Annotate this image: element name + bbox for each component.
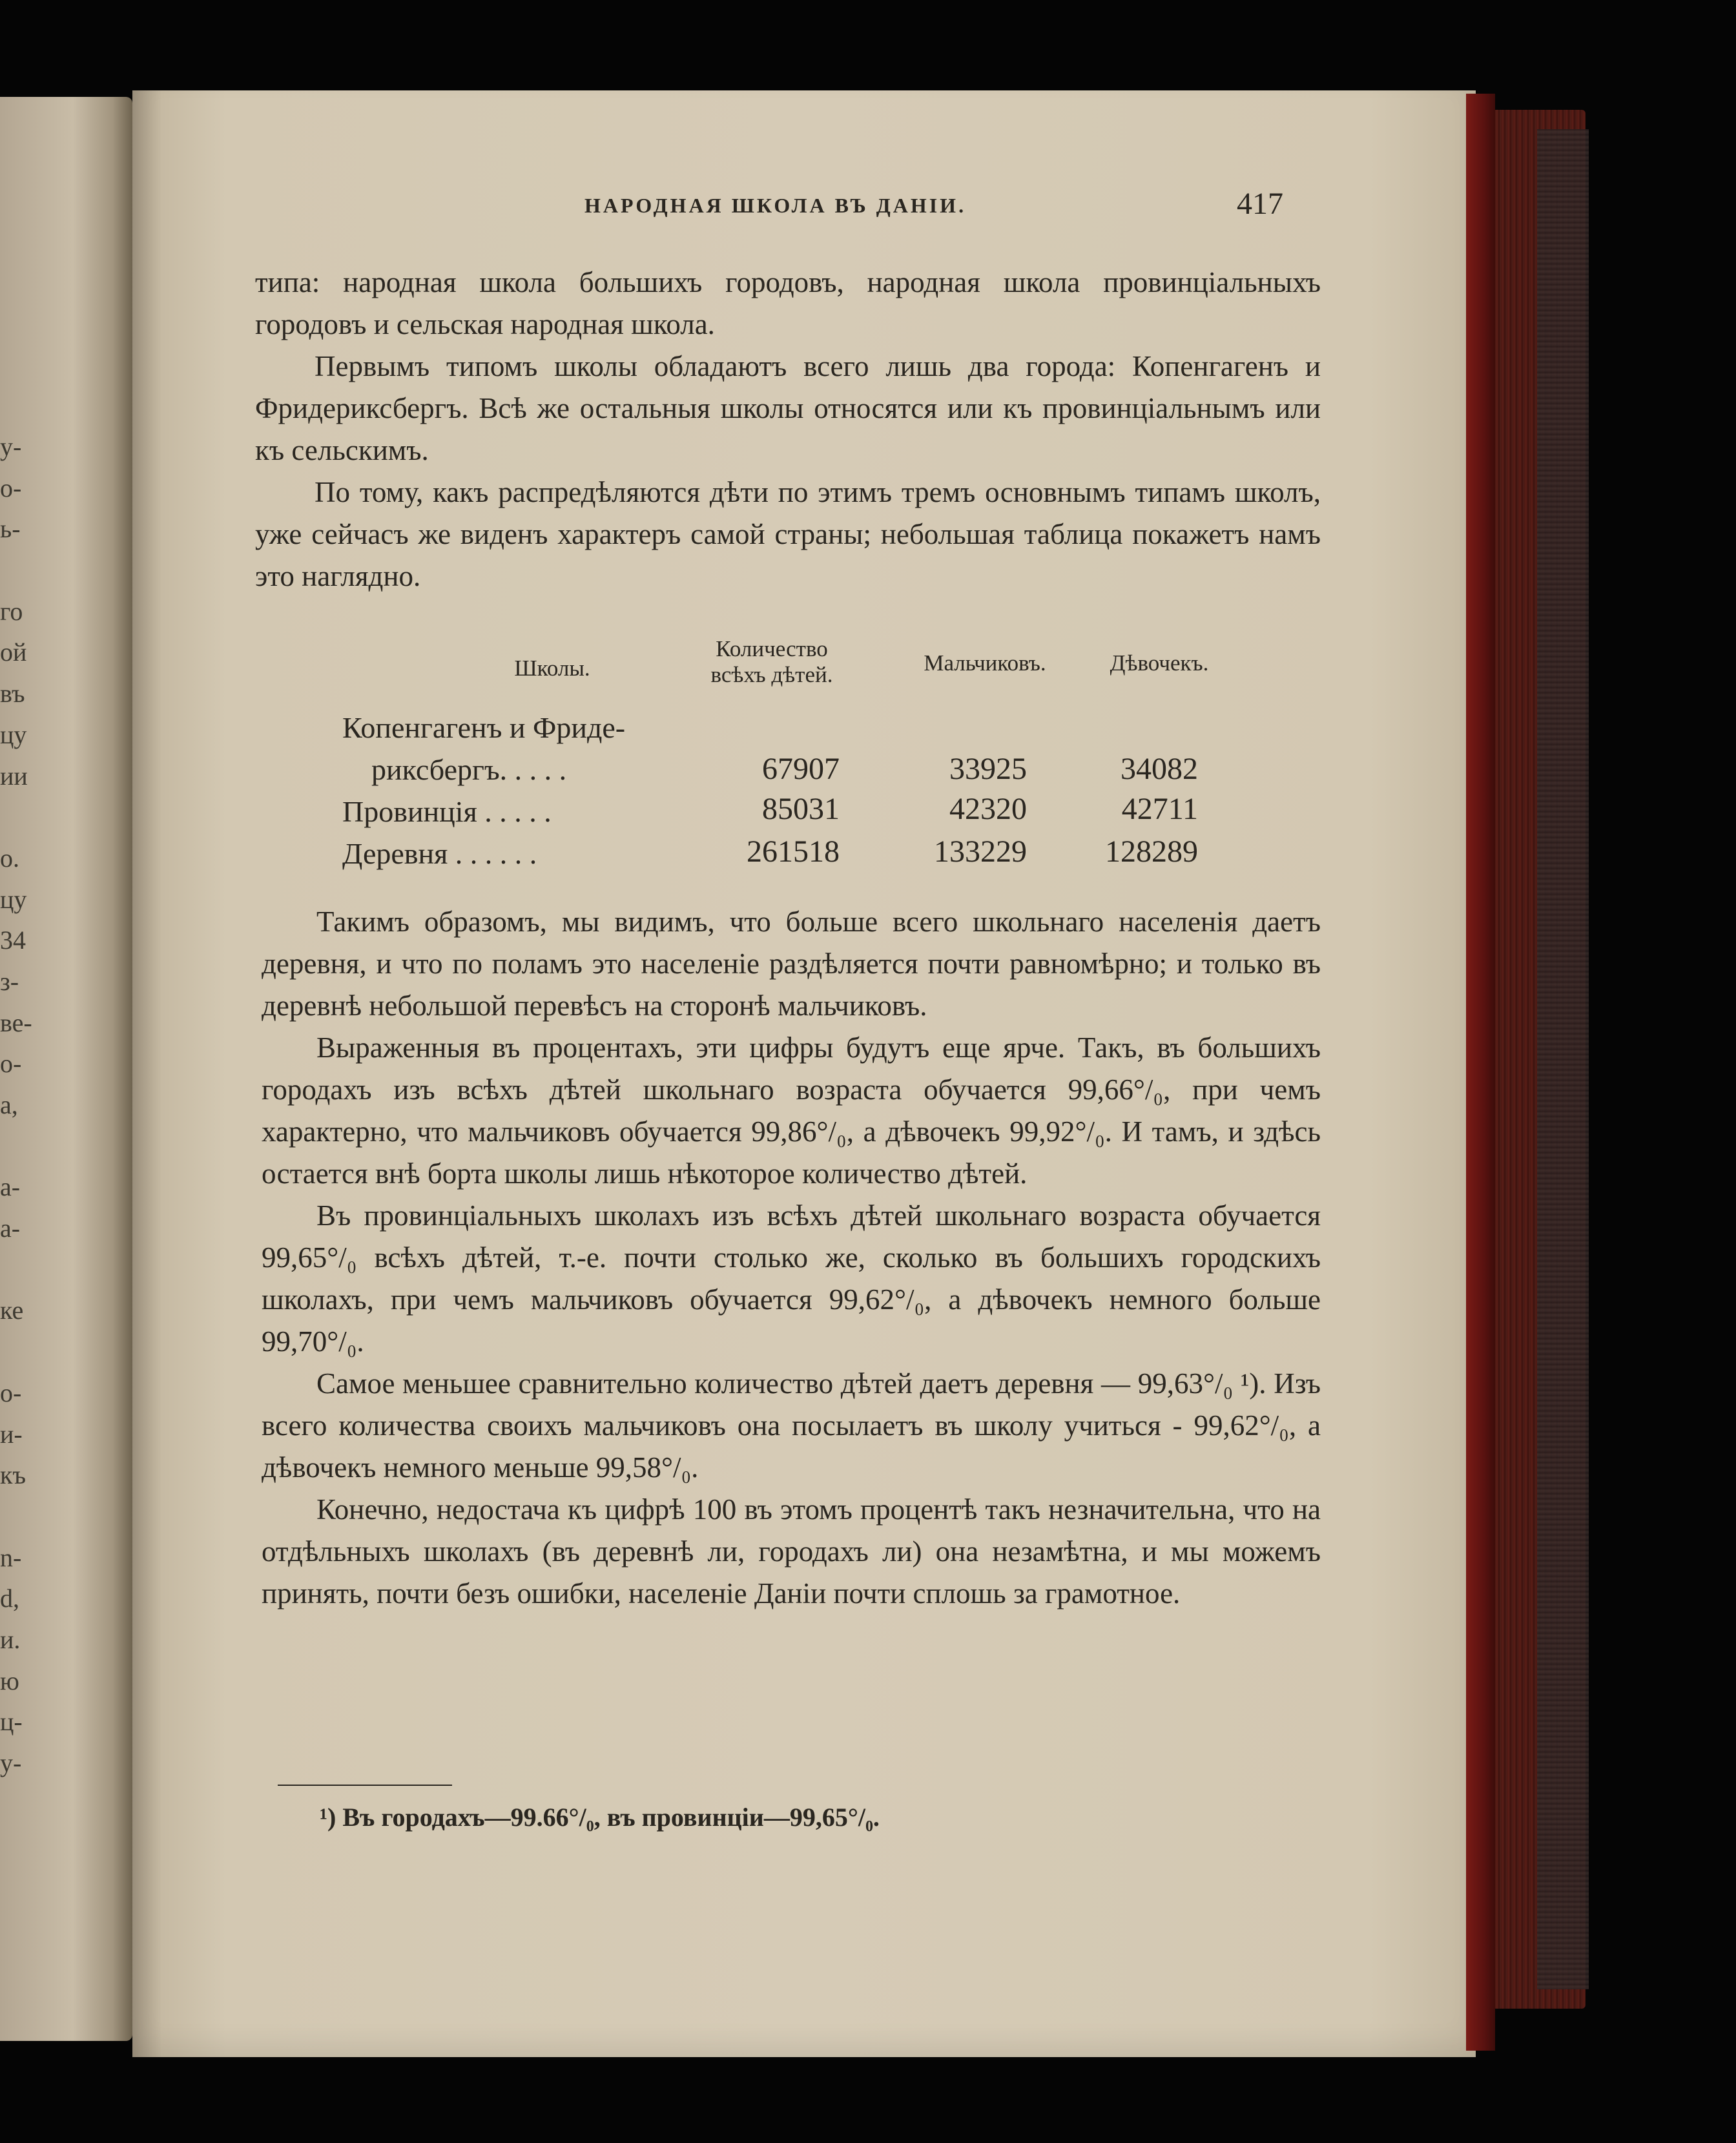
left-page-fragment: а, (0, 1090, 18, 1119)
paragraph: Первымъ типомъ школы обладаютъ всего лишь два города: Копенгагенъ и Фридериксбергъ. Всѣ же остальныя школы относятся или къ провинціальнымъ или къ сельскимъ. (255, 350, 1321, 466)
paragraph: Въ провинціальныхъ школахъ изъ всѣхъ дѣтей школьнаго возраста обучается 99,65°/₀ всѣхъ дѣтей, т.-е. почти столько же, сколько въ большихъ городскихъ школахъ, при чемъ мальчиковъ обучается 99,62°/₀, а дѣвочекъ немного больше 99,70°/₀. (262, 1199, 1321, 1358)
column-header-total-line1: Количество (716, 636, 828, 661)
book-cover-cloth (1537, 129, 1589, 1989)
cell-total: 67907 (762, 752, 840, 786)
left-page-fragment: о- (0, 1378, 22, 1407)
left-page-fragment: къ (0, 1460, 26, 1490)
left-page-fragment: го (0, 596, 23, 626)
left-page-fragment: 34 (0, 926, 26, 955)
left-page-fragment: d, (0, 1584, 19, 1613)
left-page-fragment: о. (0, 843, 19, 873)
left-page-fragment: ц- (0, 1707, 23, 1737)
left-page-fragment: а- (0, 1214, 21, 1243)
left-page-fragment: у- (0, 432, 22, 461)
left-page-fragment: о- (0, 1049, 22, 1079)
left-page-fragment: ке (0, 1296, 24, 1325)
left-page-fragment (0, 796, 39, 838)
column-header-boys: Мальчиковъ. (924, 650, 1046, 676)
running-title: НАРОДНАЯ ШКОЛА ВЪ ДАНІИ. (584, 194, 967, 217)
left-page-fragment: у- (0, 1748, 22, 1777)
left-page-fragment: а- (0, 1172, 21, 1202)
left-page-fragment (0, 550, 39, 591)
body-text (262, 901, 1321, 1615)
paragraph: Конечно, недостача къ цифрѣ 100 въ этомъ процентѣ такъ незначительна, что на отдѣльныхъ школахъ (въ деревнѣ ли, городахъ ли) она незамѣтна, и мы можемъ принять, почти безъ ошибки, населеніе Даніи почти сплошь за грамотное. (262, 1493, 1321, 1610)
paragraph: типа: народная школа большихъ городовъ, народная школа провинціальныхъ городовъ и сельская народная школа. (255, 266, 1321, 340)
left-page-fragment: ии (0, 761, 28, 791)
column-header-schools: Школы. (514, 656, 590, 681)
intro-text (255, 262, 1321, 597)
left-page-fragment (0, 1126, 39, 1167)
cell-girls: 34082 (1121, 752, 1198, 786)
cell-girls: 42711 (1121, 792, 1198, 826)
row-label: риксбергъ. . . . . (371, 753, 567, 786)
left-page-fragment: ь- (0, 514, 21, 544)
left-page-fragment (0, 1331, 39, 1372)
row-label: Копенгагенъ и Фриде- (342, 711, 626, 744)
left-page-text-fragments (0, 426, 39, 1784)
row-label: Провинція . . . . . (342, 795, 552, 828)
paragraph: По тому, какъ распредѣляются дѣти по этимъ тремъ основнымъ типамъ школъ, уже сейчасъ же виденъ характеръ самой страны; небольшая таблица покажетъ намъ это наглядно. (255, 476, 1321, 592)
left-page-fragment: въ (0, 679, 25, 709)
paragraph: Такимъ образомъ, мы видимъ, что больше всего школьнаго населенія даетъ деревня, и что по поламъ это населеніе раздѣляется почти равномѣрно; и только въ деревнѣ небольшой перевѣсъ на сторонѣ мальчиковъ. (262, 906, 1321, 1022)
paragraph: Самое меньшее сравнительно количество дѣтей даетъ деревня — 99,63°/₀ ¹). Изъ всего количества своихъ мальчиковъ она посылаетъ въ школу учиться - 99,62°/₀, а дѣвочекъ немного меньше 99,58°/₀. (262, 1367, 1321, 1484)
cell-boys: 33925 (949, 752, 1027, 786)
page-number: 417 (1237, 187, 1283, 221)
column-header-total (675, 636, 869, 688)
left-page-fragment (0, 1249, 39, 1290)
left-page-fragment: о- (0, 473, 22, 502)
column-header-girls: Дѣвочекъ. (1110, 650, 1209, 676)
left-page-fragment: цу (0, 720, 27, 749)
cell-boys: 133229 (934, 834, 1027, 869)
cell-boys: 42320 (949, 792, 1027, 826)
cell-total: 85031 (762, 792, 840, 826)
paragraph: Выраженныя въ процентахъ, эти цифры будутъ еще ярче. Такъ, въ большихъ городахъ изъ всѣхъ дѣтей школьнаго возраста обучается 99,66°/₀, при чемъ характерно, что мальчиковъ обучается 99,86°/₀, а дѣвочекъ 99,92°/₀. И тамъ, и здѣсь остается внѣ борта школы лишь нѣкоторое количество дѣтей. (262, 1031, 1321, 1190)
left-page-fragment: цу (0, 884, 27, 914)
left-page-fragment: ой (0, 637, 27, 667)
footnote: ¹) Въ городахъ—99.66°/₀, въ провинціи—99,65°/₀. (320, 1803, 880, 1832)
left-page-fragment (0, 1496, 39, 1537)
row-label: Деревня . . . . . . (342, 837, 537, 870)
left-page-fragment: ю (0, 1666, 19, 1695)
cell-girls: 128289 (1105, 834, 1198, 869)
column-header-total-line2: всѣхъ дѣтей. (710, 662, 833, 687)
page-fore-edge (1466, 94, 1495, 2051)
left-page-fragment: и. (0, 1624, 21, 1654)
left-page-fragment: ве- (0, 1008, 32, 1037)
left-page-fragment: и- (0, 1419, 23, 1449)
left-page-fragment: n- (0, 1542, 22, 1572)
left-page-fragment: з- (0, 966, 19, 996)
cell-total: 261518 (747, 834, 840, 869)
footnote-separator (278, 1785, 452, 1786)
